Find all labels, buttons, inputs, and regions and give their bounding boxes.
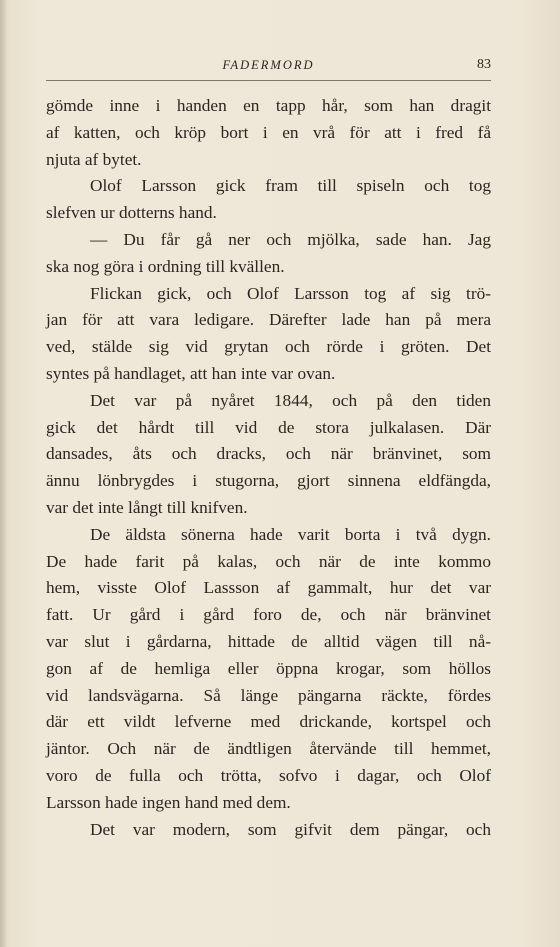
body-text (46, 93, 491, 843)
text-line: hem, visste Olof Lassson af gammalt, hur det var (46, 578, 491, 598)
header-rule (46, 80, 491, 81)
text-line: var slut i gårdarna, hittade de alltid vägen till nå- (46, 631, 491, 651)
text-line: gon af de hemliga eller öppna krogar, som höllos (46, 658, 491, 678)
text-line: voro de fulla och trötta, sofvo i dagar, och Olof (46, 765, 491, 785)
text-line: Det var på nyåret 1844, och på den tiden (90, 390, 491, 410)
text-line: jäntor. Och när de ändtligen återvände till hemmet, (46, 739, 491, 759)
text-line: Olof Larsson gick fram till spiseln och tog (90, 176, 491, 196)
text-line: — Du får gå ner och mjölka, sade han. Jag (90, 229, 491, 249)
page-header (46, 55, 491, 79)
text-line: fatt. Ur gård i gård foro de, och när bränvinet (46, 605, 491, 625)
running-title: FADERMORD (222, 58, 315, 72)
text-line: af katten, och kröp bort i en vrå för att i fred få (46, 122, 491, 142)
page-number: 83 (477, 57, 491, 72)
text-line: gick det hårdt till vid de stora julkalasen. Där (46, 417, 491, 437)
text-line: vid landsvägarna. Så länge pängarna räckte, fördes (46, 685, 491, 705)
text-line: gömde inne i handen en tapp hår, som han dragit (46, 96, 491, 115)
text-line: Flickan gick, och Olof Larsson tog af sig trö- (90, 283, 491, 303)
text-line: ved, stälde sig vid grytan och rörde i gröten. Det (46, 337, 491, 357)
text-line: njuta af bytet. (46, 149, 142, 169)
text-line: var det inte långt till knifven. (46, 497, 248, 517)
page-binding-edge (0, 0, 6, 947)
text-line: syntes på handlaget, att han inte var ovan. (46, 363, 336, 383)
text-line: De hade farit på kalas, och när de inte kommo (46, 551, 491, 571)
text-line: ännu lönbrygdes i stugorna, gjort sinnena eldfängda, (46, 471, 491, 491)
text-line: ska nog göra i ordning till kvällen. (46, 256, 285, 276)
text-line: slefven ur dotterns hand. (46, 203, 217, 223)
text-line: jan för att vara ledigare. Därefter lade han på mera (46, 310, 491, 330)
text-line: Larsson hade ingen hand med dem. (46, 792, 291, 812)
text-line: dansades, åts och dracks, och när bränvinet, som (46, 444, 491, 464)
text-line: De äldsta sönerna hade varit borta i två dygn. (90, 524, 491, 544)
text-line: där ett vildt lefverne med drickande, kortspel och (46, 712, 491, 732)
text-line: Det var modern, som gifvit dem pängar, och (90, 819, 491, 839)
